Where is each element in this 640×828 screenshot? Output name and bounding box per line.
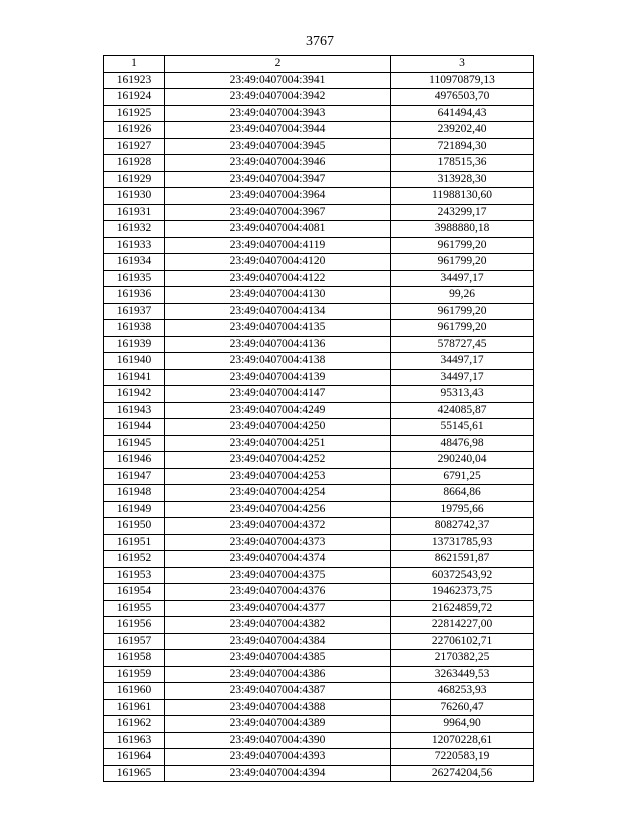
table-row [104,287,534,304]
value-cell: 961799,20 [391,303,534,320]
cadastral-number-cell: 23:49:0407004:3942 [165,89,391,106]
value-cell: 55145,61 [391,419,534,436]
row-number-cell: 161929 [104,171,165,188]
table-row [104,386,534,403]
row-number-cell: 161925 [104,105,165,122]
table-row [104,89,534,106]
row-number-cell: 161955 [104,600,165,617]
table-row [104,402,534,419]
row-number-cell: 161930 [104,188,165,205]
page-number: 3767 [306,34,334,49]
table-row [104,138,534,155]
row-number-cell: 161928 [104,155,165,172]
cadastral-number-cell: 23:49:0407004:4134 [165,303,391,320]
column-header-1: 1 [104,56,165,73]
value-cell: 8621591,87 [391,551,534,568]
value-cell: 313928,30 [391,171,534,188]
table-row [104,633,534,650]
table-row [104,468,534,485]
value-cell: 11988130,60 [391,188,534,205]
table-row [104,155,534,172]
cadastral-number-cell: 23:49:0407004:4251 [165,435,391,452]
row-number-cell: 161952 [104,551,165,568]
value-cell: 578727,45 [391,336,534,353]
row-number-cell: 161956 [104,617,165,634]
column-header-3: 3 [391,56,534,73]
cadastral-number-cell: 23:49:0407004:4373 [165,534,391,551]
value-cell: 12070228,61 [391,732,534,749]
cadastral-number-cell: 23:49:0407004:4393 [165,749,391,766]
cadastral-number-cell: 23:49:0407004:4253 [165,468,391,485]
cadastral-number-cell: 23:49:0407004:4387 [165,683,391,700]
table-row [104,72,534,89]
cadastral-number-cell: 23:49:0407004:4384 [165,633,391,650]
row-number-cell: 161958 [104,650,165,667]
table-row [104,699,534,716]
cadastral-number-cell: 23:49:0407004:4120 [165,254,391,271]
table-body [104,72,534,782]
cadastral-number-cell: 23:49:0407004:4386 [165,666,391,683]
cadastral-number-cell: 23:49:0407004:3946 [165,155,391,172]
table-row [104,452,534,469]
cadastral-number-cell: 23:49:0407004:3944 [165,122,391,139]
value-cell: 34497,17 [391,353,534,370]
value-cell: 34497,17 [391,270,534,287]
value-cell: 3263449,53 [391,666,534,683]
row-number-cell: 161960 [104,683,165,700]
row-number-cell: 161939 [104,336,165,353]
row-number-cell: 161940 [104,353,165,370]
cadastral-number-cell: 23:49:0407004:4147 [165,386,391,403]
row-number-cell: 161951 [104,534,165,551]
value-cell: 19795,66 [391,501,534,518]
value-cell: 3988880,18 [391,221,534,238]
row-number-cell: 161937 [104,303,165,320]
value-cell: 76260,47 [391,699,534,716]
cadastral-number-cell: 23:49:0407004:4388 [165,699,391,716]
cadastral-number-cell: 23:49:0407004:4256 [165,501,391,518]
table-row [104,518,534,535]
table-row [104,188,534,205]
value-cell: 34497,17 [391,369,534,386]
value-cell: 243299,17 [391,204,534,221]
table-row [104,204,534,221]
value-cell: 961799,20 [391,254,534,271]
table-row [104,353,534,370]
table-row [104,666,534,683]
row-number-cell: 161950 [104,518,165,535]
table-row [104,716,534,733]
cadastral-number-cell: 23:49:0407004:4250 [165,419,391,436]
value-cell: 22814227,00 [391,617,534,634]
table-row [104,122,534,139]
table-row [104,501,534,518]
table-row [104,270,534,287]
cadastral-number-cell: 23:49:0407004:4122 [165,270,391,287]
row-number-cell: 161949 [104,501,165,518]
value-cell: 60372543,92 [391,567,534,584]
cadastral-number-cell: 23:49:0407004:4385 [165,650,391,667]
value-cell: 641494,43 [391,105,534,122]
table-row [104,221,534,238]
table-row [104,749,534,766]
cadastral-number-cell: 23:49:0407004:3947 [165,171,391,188]
table-row [104,320,534,337]
cadastral-number-cell: 23:49:0407004:4382 [165,617,391,634]
row-number-cell: 161946 [104,452,165,469]
column-header-2: 2 [165,56,391,73]
table-row [104,419,534,436]
row-number-cell: 161933 [104,237,165,254]
row-number-cell: 161959 [104,666,165,683]
table-row [104,600,534,617]
value-cell: 8082742,37 [391,518,534,535]
value-cell: 19462373,75 [391,584,534,601]
value-cell: 95313,43 [391,386,534,403]
cadastral-number-cell: 23:49:0407004:4135 [165,320,391,337]
value-cell: 9964,90 [391,716,534,733]
table-row [104,567,534,584]
row-number-cell: 161944 [104,419,165,436]
value-cell: 468253,93 [391,683,534,700]
row-number-cell: 161941 [104,369,165,386]
row-number-cell: 161954 [104,584,165,601]
value-cell: 48476,98 [391,435,534,452]
table-row [104,551,534,568]
value-cell: 8664,86 [391,485,534,502]
table-row [104,171,534,188]
cadastral-number-cell: 23:49:0407004:3945 [165,138,391,155]
value-cell: 13731785,93 [391,534,534,551]
cadastral-number-cell: 23:49:0407004:4081 [165,221,391,238]
value-cell: 961799,20 [391,320,534,337]
value-cell: 22706102,71 [391,633,534,650]
cadastral-number-cell: 23:49:0407004:4139 [165,369,391,386]
value-cell: 21624859,72 [391,600,534,617]
header-row [104,56,534,73]
row-number-cell: 161923 [104,72,165,89]
table-row [104,369,534,386]
row-number-cell: 161945 [104,435,165,452]
cadastral-number-cell: 23:49:0407004:4249 [165,402,391,419]
value-cell: 424085,87 [391,402,534,419]
row-number-cell: 161926 [104,122,165,139]
table-row [104,584,534,601]
row-number-cell: 161935 [104,270,165,287]
registry-table [103,55,534,782]
table-row [104,683,534,700]
cadastral-number-cell: 23:49:0407004:4136 [165,336,391,353]
row-number-cell: 161927 [104,138,165,155]
cadastral-number-cell: 23:49:0407004:4252 [165,452,391,469]
row-number-cell: 161934 [104,254,165,271]
cadastral-number-cell: 23:49:0407004:4390 [165,732,391,749]
row-number-cell: 161947 [104,468,165,485]
value-cell: 2170382,25 [391,650,534,667]
cadastral-number-cell: 23:49:0407004:4254 [165,485,391,502]
cadastral-number-cell: 23:49:0407004:4375 [165,567,391,584]
row-number-cell: 161943 [104,402,165,419]
row-number-cell: 161932 [104,221,165,238]
row-number-cell: 161963 [104,732,165,749]
table-row [104,485,534,502]
row-number-cell: 161957 [104,633,165,650]
row-number-cell: 161953 [104,567,165,584]
value-cell: 4976503,70 [391,89,534,106]
value-cell: 99,26 [391,287,534,304]
value-cell: 721894,30 [391,138,534,155]
row-number-cell: 161938 [104,320,165,337]
cadastral-number-cell: 23:49:0407004:4377 [165,600,391,617]
row-number-cell: 161961 [104,699,165,716]
value-cell: 7220583,19 [391,749,534,766]
cadastral-number-cell: 23:49:0407004:4389 [165,716,391,733]
cadastral-number-cell: 23:49:0407004:3943 [165,105,391,122]
row-number-cell: 161924 [104,89,165,106]
table-row [104,765,534,782]
cadastral-number-cell: 23:49:0407004:3941 [165,72,391,89]
value-cell: 26274204,56 [391,765,534,782]
table-row [104,650,534,667]
table-row [104,303,534,320]
cadastral-number-cell: 23:49:0407004:4394 [165,765,391,782]
table-row [104,105,534,122]
cadastral-number-cell: 23:49:0407004:4119 [165,237,391,254]
cadastral-number-cell: 23:49:0407004:4374 [165,551,391,568]
value-cell: 290240,04 [391,452,534,469]
row-number-cell: 161931 [104,204,165,221]
table-row [104,254,534,271]
row-number-cell: 161965 [104,765,165,782]
value-cell: 178515,36 [391,155,534,172]
value-cell: 6791,25 [391,468,534,485]
cadastral-number-cell: 23:49:0407004:4130 [165,287,391,304]
row-number-cell: 161964 [104,749,165,766]
row-number-cell: 161942 [104,386,165,403]
table-row [104,336,534,353]
row-number-cell: 161948 [104,485,165,502]
value-cell: 239202,40 [391,122,534,139]
cadastral-number-cell: 23:49:0407004:4138 [165,353,391,370]
table-row [104,732,534,749]
table-row [104,617,534,634]
cadastral-number-cell: 23:49:0407004:4372 [165,518,391,535]
cadastral-number-cell: 23:49:0407004:3967 [165,204,391,221]
table-row [104,237,534,254]
row-number-cell: 161962 [104,716,165,733]
row-number-cell: 161936 [104,287,165,304]
value-cell: 961799,20 [391,237,534,254]
value-cell: 110970879,13 [391,72,534,89]
cadastral-number-cell: 23:49:0407004:3964 [165,188,391,205]
table-row [104,435,534,452]
cadastral-number-cell: 23:49:0407004:4376 [165,584,391,601]
table-row [104,534,534,551]
